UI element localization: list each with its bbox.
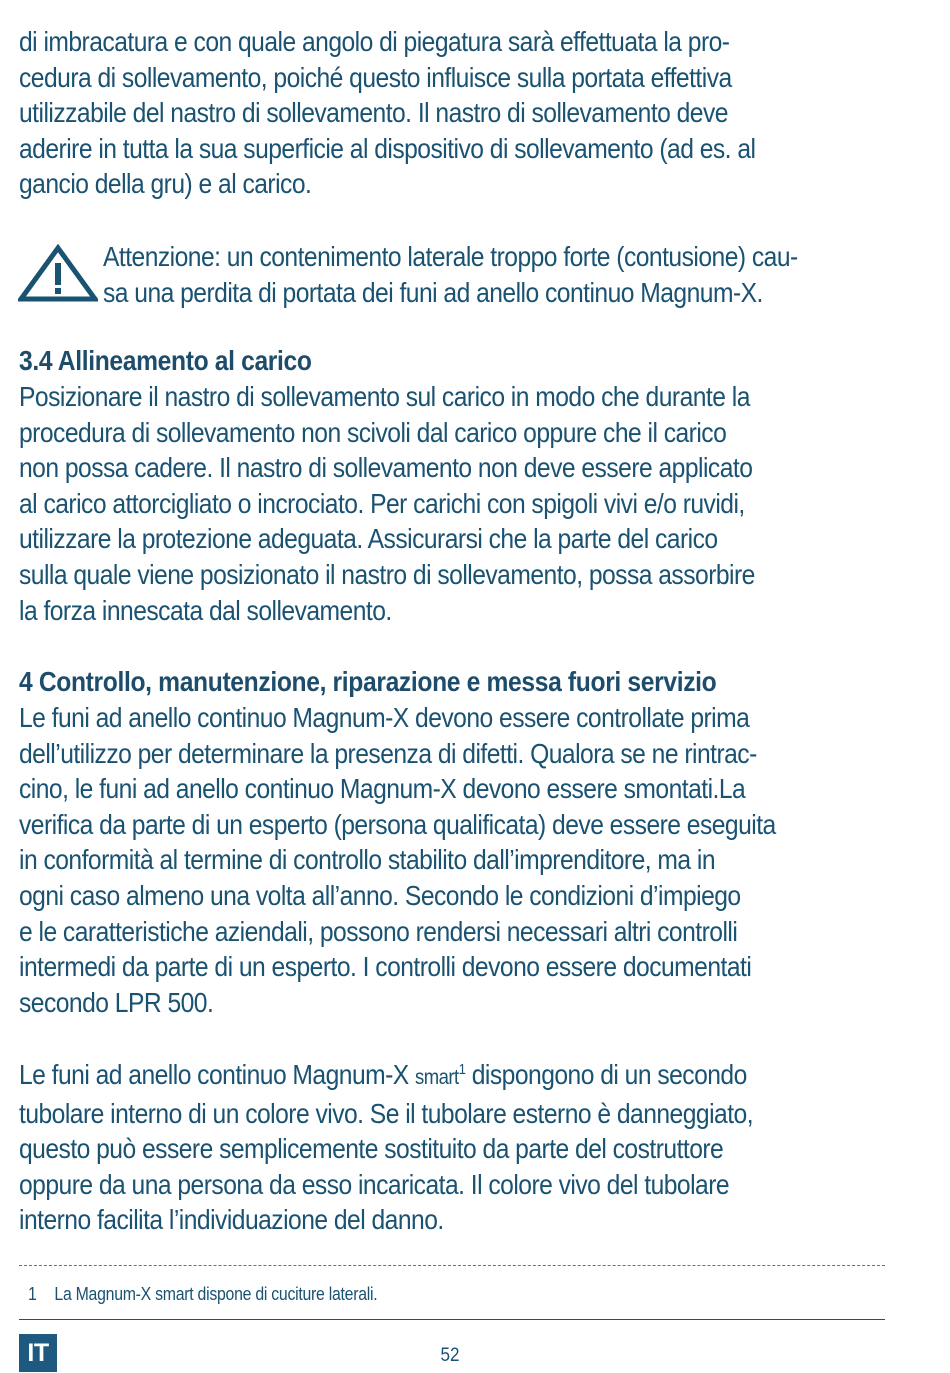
text-line: verifica da parte di un esperto (persona qualificata) deve essere eseguita <box>19 808 776 840</box>
text-line: gancio della gru) e al carico. <box>19 168 312 200</box>
text-line <box>19 1057 887 1096</box>
text-line: non possa cadere. Il nastro di sollevamento non deve essere applicato <box>19 452 753 484</box>
text-line: utilizzare la protezione adeguata. Assicurarsi che la parte del carico <box>19 523 718 555</box>
section-heading-4: 4 Controllo, manutenzione, riparazione e messa fuori servizio <box>19 666 717 697</box>
text-line: e le caratteristiche aziendali, possono rendersi necessari altri controlli <box>19 915 738 947</box>
language-badge: IT <box>19 1334 57 1372</box>
text-line: secondo LPR 500. <box>19 986 214 1018</box>
text-line: la forza innescata dal sollevamento. <box>19 594 392 626</box>
text-line: al carico attorcigliato o incrociato. Per carichi con spigoli vivi e/o ruvidi, <box>19 487 745 519</box>
smart-paragraph <box>19 1057 887 1238</box>
smart-label: smart <box>415 1066 459 1089</box>
footnote-number: 1 <box>28 1284 37 1304</box>
footer-divider <box>19 1319 885 1320</box>
text-line: sa una perdita di portata dei funi ad anello continuo Magnum-X. <box>103 276 763 308</box>
footnote-text: La Magnum-X smart dispone di cuciture laterali. <box>54 1284 378 1304</box>
text-line: Le funi ad anello continuo Magnum-X devono essere controllate prima <box>19 702 750 733</box>
warning-triangle-icon <box>18 244 98 302</box>
text-line: cedura di sollevamento, poiché questo influisce sulla portata effettiva <box>19 61 732 93</box>
text-line: Posizionare il nastro di sollevamento sul carico in modo che durante la <box>19 381 750 412</box>
footnote <box>28 1283 377 1305</box>
text-line: ogni caso almeno una volta all’anno. Secondo le condizioni d’impiego <box>19 879 741 911</box>
text-line: Attenzione: un contenimento laterale troppo forte (contusione) cau- <box>103 241 798 272</box>
footnote-divider <box>19 1265 885 1266</box>
text-line: questo può essere semplicemente sostituito da parte del costruttore <box>19 1133 724 1165</box>
text-line: di imbracatura e con quale angolo di piegatura sarà effettuata la pro- <box>19 26 730 57</box>
section-heading-3-4: 3.4 Allineamento al carico <box>19 345 312 376</box>
text-line: sulla quale viene posizionato il nastro di sollevamento, possa assorbire <box>19 558 755 590</box>
text-line: tubolare interno di un colore vivo. Se il tubolare esterno è danneggiato, <box>19 1097 754 1129</box>
text-line: oppure da una persona da esso incaricata. Il colore vivo del tubolare <box>19 1168 730 1200</box>
section-4-paragraph <box>19 700 887 1020</box>
page-number: 52 <box>440 1345 460 1366</box>
text-fragment: dispongono di un secondo <box>465 1059 747 1090</box>
warning-text <box>103 239 886 310</box>
text-line: aderire in tutta la sua superficie al dispositivo di sollevamento (ad es. al <box>19 132 756 164</box>
text-line: procedura di sollevamento non scivoli dal carico oppure che il carico <box>19 416 727 448</box>
text-fragment: Le funi ad anello continuo Magnum-X <box>19 1059 416 1090</box>
text-line: in conformità al termine di controllo stabilito dall’imprenditore, ma in <box>19 844 716 876</box>
text-line: utilizzabile del nastro di sollevamento. Il nastro di sollevamento deve <box>19 97 728 129</box>
footnote-reference[interactable]: 1 <box>458 1061 466 1078</box>
text-line: interno facilita l’individuazione del danno. <box>19 1204 444 1236</box>
text-line: dell’utilizzo per determinare la presenza di difetti. Qualora se ne rintrac- <box>19 737 757 769</box>
intro-paragraph <box>19 24 887 202</box>
text-line: cino, le funi ad anello continuo Magnum-X devono essere smontati.La <box>19 773 746 805</box>
text-line: intermedi da parte di un esperto. I controlli devono essere documentati <box>19 951 752 983</box>
section-3-4-paragraph <box>19 379 887 628</box>
